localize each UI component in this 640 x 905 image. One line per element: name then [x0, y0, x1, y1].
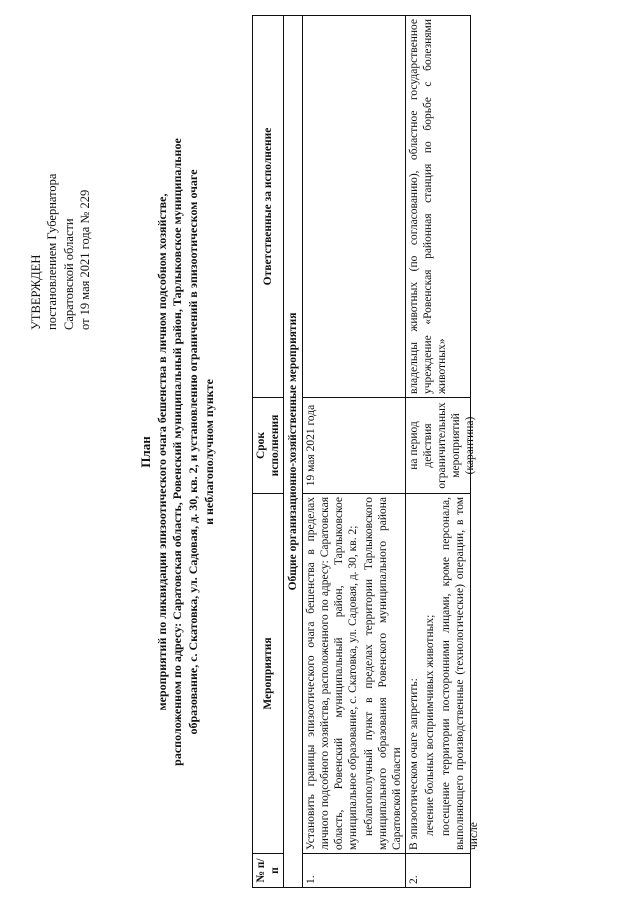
- header-term: Срок исполнения: [253, 398, 284, 494]
- table-row: [303, 16, 406, 888]
- responsible-cell: [303, 16, 406, 398]
- plan-title-line: и неблагополучном пункте: [201, 379, 216, 525]
- responsible-cell: [406, 16, 471, 398]
- measure-cell: [406, 494, 481, 854]
- term-cell: 19 мая 2021 года: [303, 398, 406, 494]
- measure-text: лечение больных восприимчивых животных;: [424, 614, 437, 836]
- approval-date: от 19 мая 2021 года № 229: [77, 189, 92, 330]
- header-num: № п/п: [253, 854, 284, 888]
- approval-line: постановлением Губернатора: [45, 173, 60, 330]
- approval-stamp: [28, 30, 93, 330]
- approval-line: Саратовской области: [61, 218, 76, 330]
- measure-text: Установить границы эпизоотического очага бешенства в пределах личного подсобного хозяйства, расположенного по адресу: Саратовская область, Ровенский муниципальный район, Тарлыковское муниципальное образование, с. Скатовка, ул. Садовая, д. 30, кв. 2;: [305, 497, 360, 850]
- row-number: 2.: [406, 854, 471, 888]
- section-title: Общие организационно-хозяйственные мероприятия: [284, 16, 303, 888]
- plan-title-line: мероприятий по ликвидации эпизоотического очага бешенства в личном подсобном хозяйстве,: [154, 193, 169, 711]
- header-responsible: Ответственные за исполнение: [253, 16, 284, 398]
- plan-title: [138, 27, 217, 877]
- responsible-text: владельцы животных (по согласованию), областное государственное учреждение «Ровенская районная станция по борьбе с болезнями животных»: [408, 19, 449, 394]
- table-header-row: [253, 16, 284, 888]
- measure-cell: [303, 494, 406, 854]
- table-row: [406, 16, 471, 888]
- plan-heading: План: [138, 436, 153, 468]
- measures-table: [252, 15, 481, 888]
- measure-text: посещение территории посторонними лицами, кроме персонала, выполняющего производственные (технологические) операции, в том числе: [440, 497, 481, 850]
- plan-title-line: расположенном по адресу: Саратовская область, Ровенский муниципальный район, Тарлыковское муниципальное: [170, 138, 185, 766]
- section-row: [284, 16, 303, 888]
- plan-title-line: образование, с. Скатовка, ул. Садовая, д. 30, кв. 2, и установлению ограничений в эпизоотическом очаге: [186, 169, 201, 735]
- header-measures: Мероприятия: [253, 494, 284, 854]
- term-cell: [406, 398, 477, 494]
- measure-text: В эпизоотическом очаге запретить:: [408, 678, 421, 850]
- approval-title: УТВЕРЖДЕН: [29, 254, 43, 330]
- row-number: 1.: [303, 854, 406, 888]
- measure-text: неблагополучный пункт в пределах территории Тарлыковского муниципального образования Ровенского муниципального района Саратовской области: [363, 497, 404, 850]
- document-page: [20, 12, 620, 892]
- term-text: на период действия ограничительных мероприятий (карантина): [408, 402, 477, 489]
